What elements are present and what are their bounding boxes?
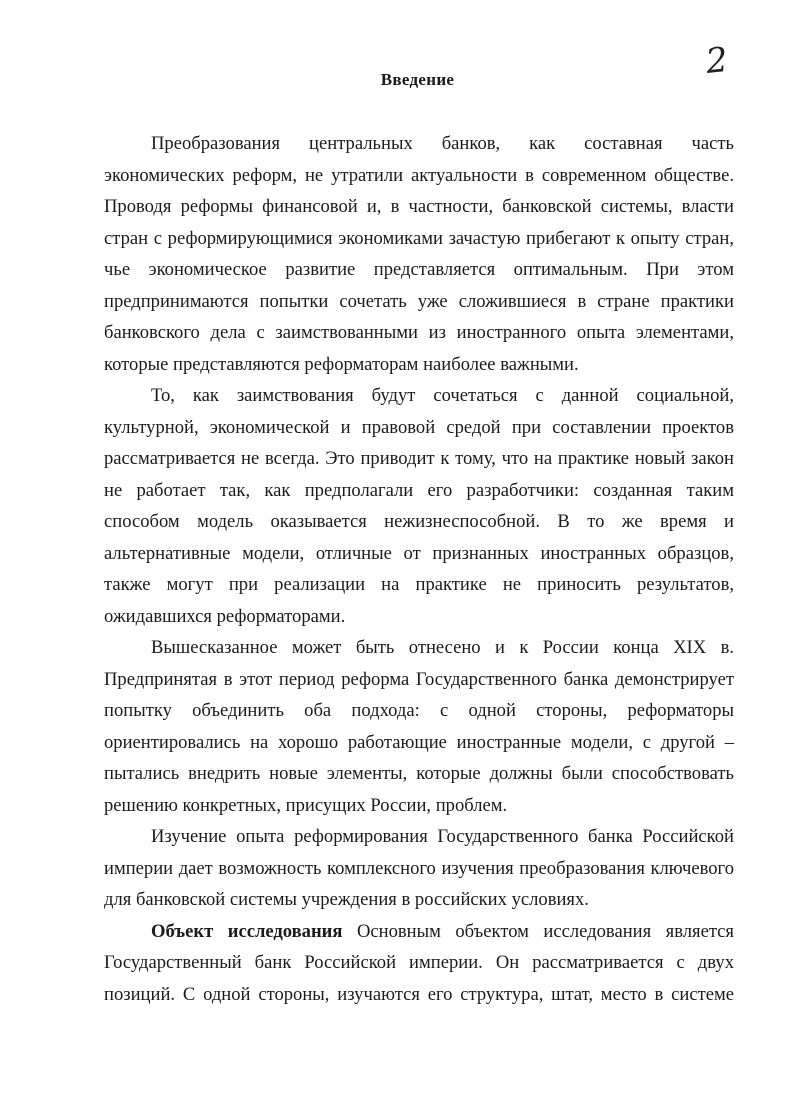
paragraph-4: Изучение опыта реформирования Государственного банка Российской империи дает возможность комплексного изучения преобразования ключевого для банковской системы учреждения в российских условиях.: [104, 826, 734, 910]
document-body: [104, 128, 734, 1010]
paragraph-object-of-research: [104, 916, 734, 1011]
object-of-research-text: Основным объектом исследования является Государственный банк Российской империи. Он рассматривается с двух позиций. С одной стороны, изучаются его структура, штат, место в системе: [104, 920, 734, 1005]
paragraph-1: Преобразования центральных банков, как составная часть экономических реформ, не утратили актуальности в современном обществе. Проводя реформы финансовой и, в частности, банковской системы, власти стран с реформирующимися экономиками зачастую прибегают к опыту стран, чье экономическое развитие представляется оптимальным. При этом предпринимаются попытки сочетать уже сложившиеся в стране практики банковского дела с заимствованными из иностранного опыта элементами, которые представляются реформаторам наиболее важными.: [104, 133, 734, 375]
object-of-research-label: Объект исследования: [151, 920, 343, 942]
page-title: Введение: [380, 70, 455, 89]
paragraph-2: То, как заимствования будут сочетаться с данной социальной, культурной, экономической и правовой средой при составлении проектов рассматривается не всегда. Это приводит к тому, что на практике новый закон не работает так, как предполагали его разработчики: созданная таким способом модель оказывается нежизнеспособной. В то же время и альтернативные модели, отличные от признанных иностранных образцов, также могут при реализации на практике не приносить результатов, ожидавшихся реформаторами.: [104, 385, 734, 627]
paragraph-3: Вышесказанное может быть отнесено и к России конца XIX в. Предпринятая в этот период реформа Государственного банка демонстрирует попытку объединить оба подхода: с одной стороны, реформаторы ориентировались на хорошо работающие иностранные модели, с другой – пытались внедрить новые элементы, которые должны были способствовать решению конкретных, присущих России, проблем.: [104, 637, 734, 816]
page-number: 2: [704, 39, 730, 82]
